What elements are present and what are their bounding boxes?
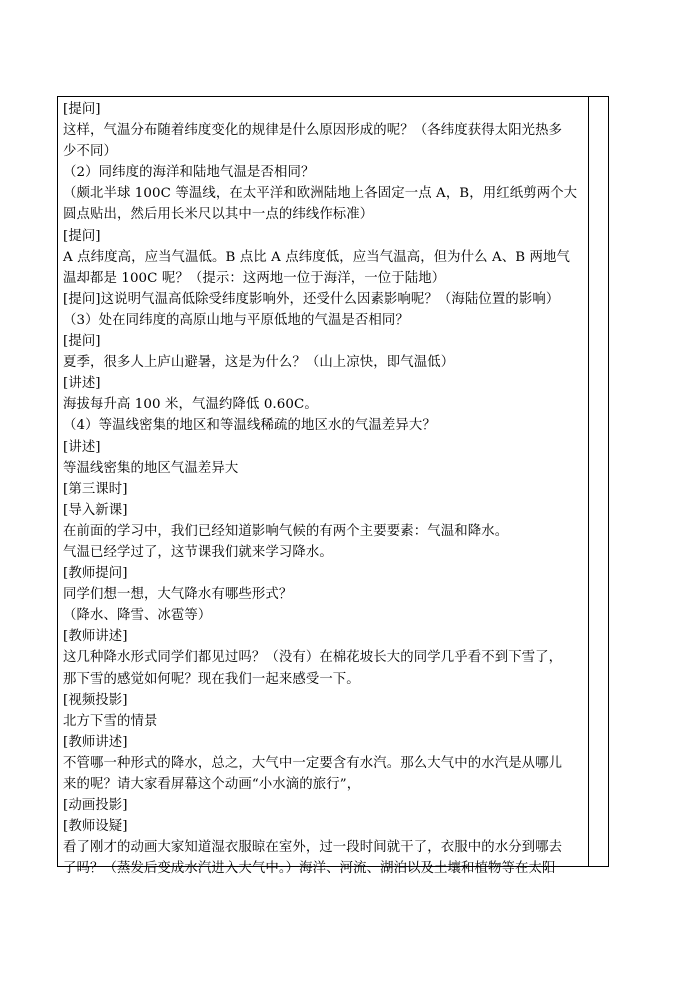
- text-line: （2）同纬度的海洋和陆地气温是否相同？: [63, 165, 315, 181]
- text-line: （3）处在同纬度的高原山地与平原低地的气温是否相同？: [63, 312, 409, 328]
- text-line: [讲述]: [63, 376, 101, 392]
- notes-column-cell: [589, 97, 608, 866]
- text-line: [导入新课]: [63, 502, 128, 518]
- text-line: 那下雪的感觉如何呢？现在我们一起来感受一下。: [63, 671, 360, 687]
- text-line: [动画投影]: [63, 798, 128, 814]
- lesson-content-cell: [58, 97, 588, 879]
- text-line: 来的呢？请大家看屏幕这个动画“小水滴的旅行”，: [63, 777, 361, 792]
- text-line: 圆点贴出，然后用长米尺以其中一点的纬线作标准）: [63, 207, 374, 223]
- text-line: （颇北半球 100C 等温线，在太平洋和欧洲陆地上各固定一点 A，B，用红纸剪两个大: [63, 186, 578, 202]
- text-line: A 点纬度高，应当气温低。B 点比 A 点纬度低，应当气温高，但为什么 A、B 两地气: [63, 249, 571, 265]
- text-line: [视频投影]: [63, 692, 128, 708]
- text-line: 这几种降水形式同学们都见过吗？（没有）在棉花坡长大的同学几乎看不到下雪了，: [63, 650, 563, 666]
- text-line: 不管哪一种形式的降水，总之，大气中一定要含有水汽。那么大气中的水汽是从哪儿: [63, 755, 563, 771]
- text-line: [讲述]: [63, 439, 101, 455]
- text-line: （降水、降雪、冰雹等）: [63, 608, 212, 624]
- text-line: 北方下雪的情景: [63, 713, 158, 729]
- text-line: [提问]: [63, 228, 101, 244]
- text-line: 这样，气温分布随着纬度变化的规律是什么原因形成的呢？（各纬度获得太阳光热多: [63, 123, 563, 139]
- text-line: 少不同）: [63, 144, 117, 160]
- text-line: [提问]这说明气温高低除受纬度影响外，还受什么因素影响呢？（海陆位置的影响）: [63, 291, 560, 307]
- text-line: [第三课时]: [63, 481, 128, 497]
- text-line: 看了刚才的动画大家知道湿衣服晾在室外，过一段时间就干了，衣服中的水分到哪去: [63, 840, 563, 856]
- text-line: 等温线密集的地区气温差异大: [63, 460, 239, 476]
- text-line: [教师讲述]: [63, 629, 128, 645]
- text-line: 气温已经学过了，这节课我们就来学习降水。: [63, 544, 333, 560]
- text-line: 同学们想一想，大气降水有哪些形式？: [63, 587, 293, 603]
- text-line: 海拔每升高 100 米，气温约降低 0.60C。: [63, 397, 318, 413]
- text-line: 了吗？（蒸发后变成水汽进入大气中。）海洋、河流、湖泊以及土壤和植物等在太阳: [63, 861, 556, 877]
- text-line: 夏季，很多人上庐山避暑，这是为什么？（山上凉快，即气温低）: [63, 355, 455, 371]
- text-line: 温却都是 100C 呢？（提示：这两地一位于海洋，一位于陆地）: [63, 270, 446, 286]
- lesson-table: [57, 96, 609, 877]
- text-line: 在前面的学习中，我们已经知道影响气候的有两个主要要素：气温和降水。: [63, 523, 509, 539]
- text-line: [提问]: [63, 334, 101, 350]
- text-line: [教师提问]: [63, 566, 128, 582]
- text-line: [提问]: [63, 102, 101, 117]
- text-line: [教师设疑]: [63, 819, 128, 835]
- text-line: [教师讲述]: [63, 734, 128, 750]
- text-line: （4）等温线密集的地区和等温线稀疏的地区水的气温差异大？: [63, 418, 436, 434]
